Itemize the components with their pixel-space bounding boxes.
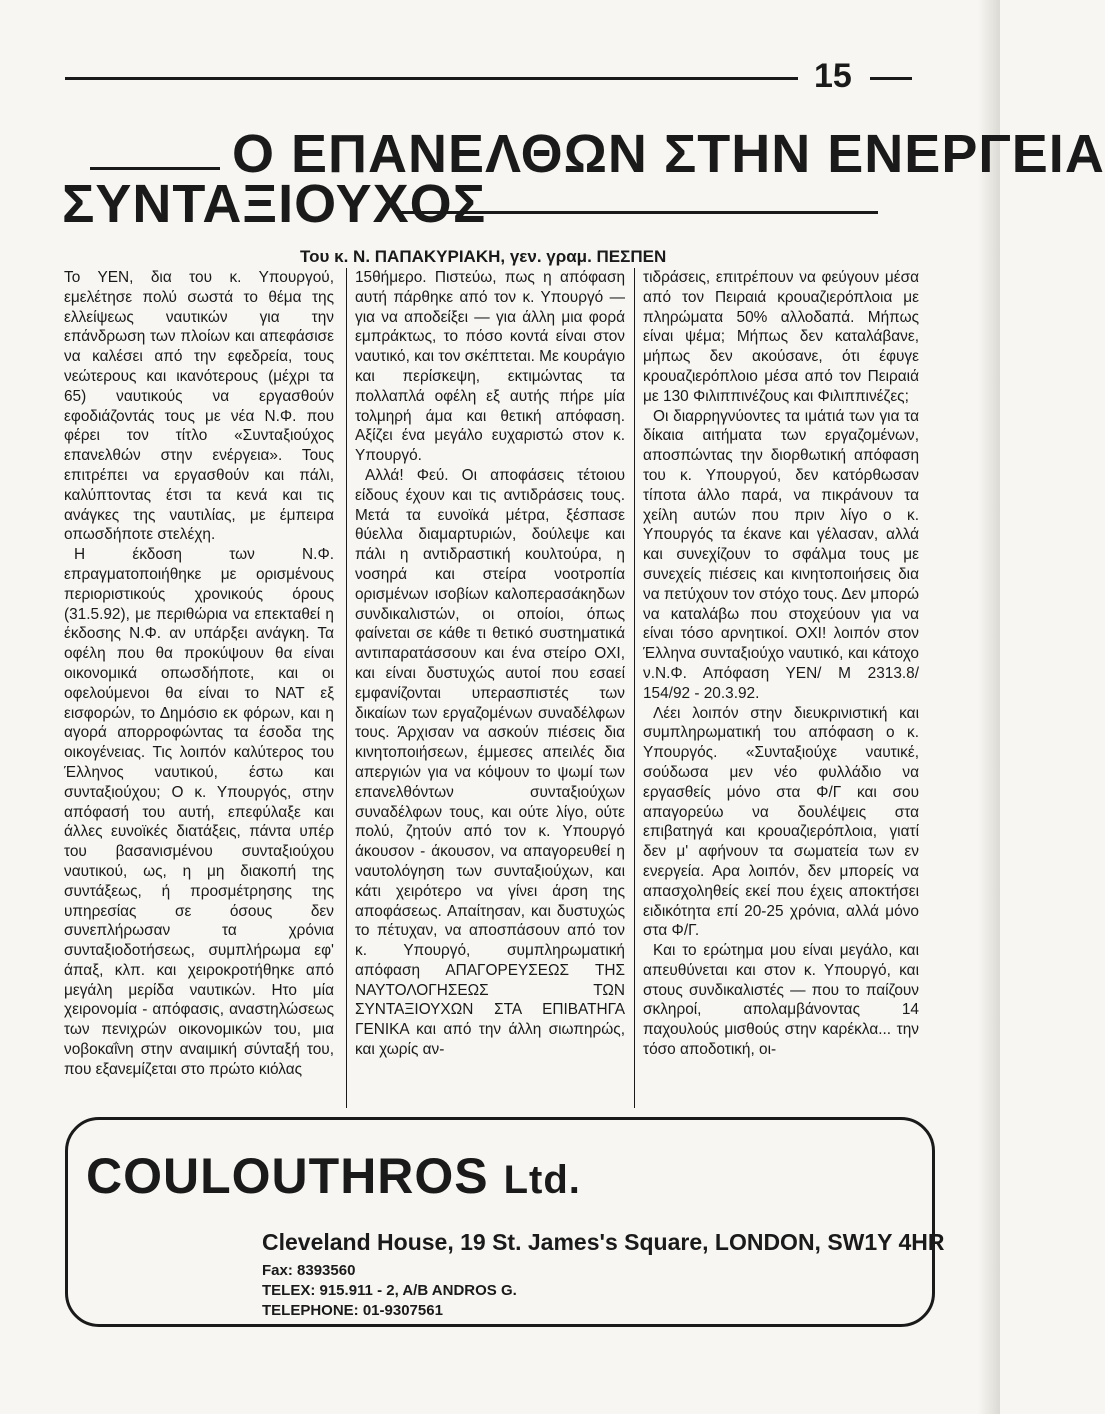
advertiser-telex: TELEX: 915.911 - 2, A/B ANDROS G. <box>262 1282 517 1299</box>
header-rule-right <box>870 77 912 80</box>
article-column-2 <box>346 268 625 1108</box>
advertiser-telephone: TELEPHONE: 01-9307561 <box>262 1302 443 1319</box>
page-edge-shadow <box>978 0 1000 1414</box>
paragraph: Αλλά! Φεύ. Οι αποφάσεις τέτοιου είδους έχουν και τις αντιδράσεις τους. Μετά τα ευνοϊκά μέτρα, ξέσπασε θύελλα διαμαρτυριών, δούλεψε και πάλι η αντιδραστική κουλτούρα, η νοσηρά και στείρα νοοτροπία ορισμένων ισοβίων καλοπερασάκηδων συνδικαλιστών, οι οποίοι, όπως φαίνεται σε κάθε τι θετικό συστηματικά αντιπαρατάσσουν και ένα στείρο ΟΧΙ, και είναι δυστυχώς αυτοί που εσαεί εμφανίζονται υπερασπιστές των δικαίων των εργαζομένων συναδέλφων τους. Άρχισαν να ασκούν πιέσεις δια κινητοποιήσεων, έμμεσες απειλές δια απεργιών για να κόψουν το ψωμί των επανελθόντων συνταξιούχων συναδέλφων τους, και ούτε λίγο, ούτε πολύ, ζητούν από τον κ. Υπουργό άκουσον - άκουσον, να απαγορευθεί η ναυτολόγηση των συνταξιούχων, και κάτι χειρότερο να γίνει άρση της αποφάσεως. Απαίτησαν, και δυστυχώς το πέτυχαν, να αποσπάσουν από τον κ. Υπουργό, συμπληρωματική απόφαση ΑΠΑΓΟΡΕΥΣΕΩΣ ΤΗΣ ΝΑΥΤΟΛΟΓΗΣΕΩΣ ΤΩΝ ΣΥΝΤΑΞΙΟΥΧΩΝ ΣΤΑ ΕΠΙΒΑΤΗΓΑ ΓΕΝΙΚΑ και από την άλλη σιωπηρώς, και χωρίς αν- <box>355 466 625 1059</box>
article-title-line2: ΣΥΝΤΑΞΙΟΥΧΟΣ <box>62 174 487 234</box>
advertiser-name <box>86 1146 581 1210</box>
advertiser-fax: Fax: 8393560 <box>262 1262 356 1279</box>
page-number: 15 <box>814 57 852 95</box>
article-column-3 <box>634 268 919 1108</box>
article-title-line1: Ο ΕΠΑΝΕΛΘΩΝ ΣΤΗΝ ΕΝΕΡΓΕΙΑ <box>232 124 1105 184</box>
paragraph: Και το ερώτημα μου είναι μεγάλο, και απευθύνεται και στον κ. Υπουργό, και στους συνδικαλιστές — που το παίζουν σκληροί, απολαμβάνοντας 14 παχουλούς μισθούς στην καρέκλα... την τόσο αποδοτική, οι- <box>643 942 919 1059</box>
paragraph: τιδράσεις, επιτρέπουν να φεύγουν μέσα από τον Πειραιά κρουαζιερόπλοια με πληρώματα 50% αλλοδαπά. Μήπως είναι ψέμα; Μήπως δεν καταλάβανε, μήπως δεν ακούσανε, ότι έφυγε κρουαζιερόπλοιο μέσα από τον Πειραιά με 130 Φιλιππινέζους και Φιλιππινέζες; <box>643 269 919 405</box>
paragraph: 15θήμερο. Πιστεύω, πως η απόφαση αυτή πάρθηκε από τον κ. Υπουργό — για να αποδείξει — για άλλη μια φορά εμπράκτως, το πόσο κοντά είναι στον ναυτικό, και τον σκέπτεται. Με κουράγιο και περίσκεψη, εκτιμώντας τα πολλαπλά οφέλη εξ αυτής πήρε μία τολμηρή άμα και θετική απόφαση. Αξίζει ένα μεγάλο ευχαριστώ στον κ. Υπουργό. <box>355 269 625 465</box>
byline: Του κ. Ν. ΠΑΠΑΚΥΡΙΑΚΗ, γεν. γραμ. ΠΕΣΠΕΝ <box>300 247 667 266</box>
header-rule-left <box>65 77 798 80</box>
advertiser-address: Cleveland House, 19 St. James's Square, LONDON, SW1Y 4HR <box>262 1229 945 1255</box>
paragraph: Οι διαρρηγνύοντες τα ιμάτιά των για τα δίκαια αιτήματα των εργαζομένων, αποσπώντας την διορθωτική απόφαση του κ. Υπουργού, δεν κατόρθωσαν τίποτα άλλο παρά, να πικράνουν τα χείλη αυτών που πριν λίγο ο κ. Υπουργός τα έκανε και γέλασαν, αλλά και συνεχίζουν το σφάλμα τους με συνεχείς πιέσεις και κινητοποιήσεις δια να πετύχουν τον στόχο τους. Δεν μπορώ να καταλάβω που στοχεύουν για να είναι τόσο αρνητικοί. ΟΧΙ! λοιπόν στον Έλληνα συνταξιούχο ναυτικό, και κάτοχο ν.Ν.Φ. Απόφαση ΥΕΝ/ Μ 2313.8/ 154/92 - 20.3.92. <box>643 407 919 702</box>
paragraph: Λέει λοιπόν στην διευκρινιστική και συμπληρωματική του απόφαση ο κ. Υπουργός. «Συνταξιούχε ναυτικέ, σούδωσα μεν νέο φυλλάδιο να εργασθείς μόνο στα Φ/Γ και σου απαγορεύω να δουλέψεις στα επιβατηγά και κρουαζιερόπλοια, γιατί δεν μ' αφήνουν τα σωματεία των εν ενεργεία. Αρα λοιπόν, δεν μπορείς να απασχοληθείς εκεί που έχεις αποκτήσει ειδικότητα επί 20-25 χρόνια, αλλά μόνο στα Φ/Γ. <box>643 704 919 940</box>
paragraph: Η έκδοση των Ν.Φ. επραγματοποιήθηκε με ορισμένους περιοριστικούς χρονικούς όρους (31.5.92), με περιθώρια να επεκταθεί η έκδοσης Ν.Φ. αν υπάρξει ανάγκη. Τα οφέλη που θα προκύψουν θα είναι οικονομικά οπωσδήποτε, και οι οφελούμενοι θα είναι το ΝΑΤ εξ εισφορών, το Δημόσιο εκ φόρων, και η αγορά απορροφώντας τα έσοδα της οικογένειας. Τις λοιπόν καλύτερος του Έλληνος ναυτικού, έστω και συνταξιούχου; Ο κ. Υπουργός, στην απόφασή του αυτή, επεφύλαξε και άλλες ευνοϊκές διατάξεις, πάντα υπέρ του βασανισμένου συνταξιούχου ναυτικού, ως, η μη διακοπή της συντάξεως, ή προσμέτρησης της υπηρεσίας σε όσους δεν συνεπλήρωσαν τα χρόνια συνταξιοδοτήσεως, συμπλήρωμα εφ' άπαξ, κλπ. και χειροκροτήθηκε από μεγάλη μερίδα ναυτικών. Ητο μία χειρονομία - απόφασις, αναστηλώσεως των πενιχρών οικονομικών του, μια νοβοκαΐνη στην αναιμική σύνταξή του, που εξανεμίζεται στο πρώτο κιόλας <box>64 546 334 1078</box>
title-rule-right <box>398 211 878 214</box>
paragraph: Το ΥΕΝ, δια του κ. Υπουργού, εμελέτησε πολύ σωστά το θέμα της ελλείψεως ναυτικών για την επάνδρωση των πλοίων και απεφάσισε να καλέσει από την εφεδρεία, τους νεώτερους και ικανότερους (μέχρι τα 65) ναυτικούς να εργασθούν εφοδιάζοντάς τους με νέα Ν.Φ. που φέρει τον τίτλο «Συνταξιούχος επανελθών στην ενέργεια». Τους επιτρέπει να εργασθούν και πάλι, καλύπτοντας έτσι τα κενά και τις ανάγκες της ναυτιλίας, με έμπειρα οπωσδήποτε στελέχη. <box>64 269 334 544</box>
advertiser-suffix: Ltd. <box>503 1158 581 1202</box>
advertiser-company: COULOUTHROS <box>86 1148 489 1204</box>
article-column-1 <box>64 268 334 1108</box>
title-rule-left <box>90 167 220 170</box>
